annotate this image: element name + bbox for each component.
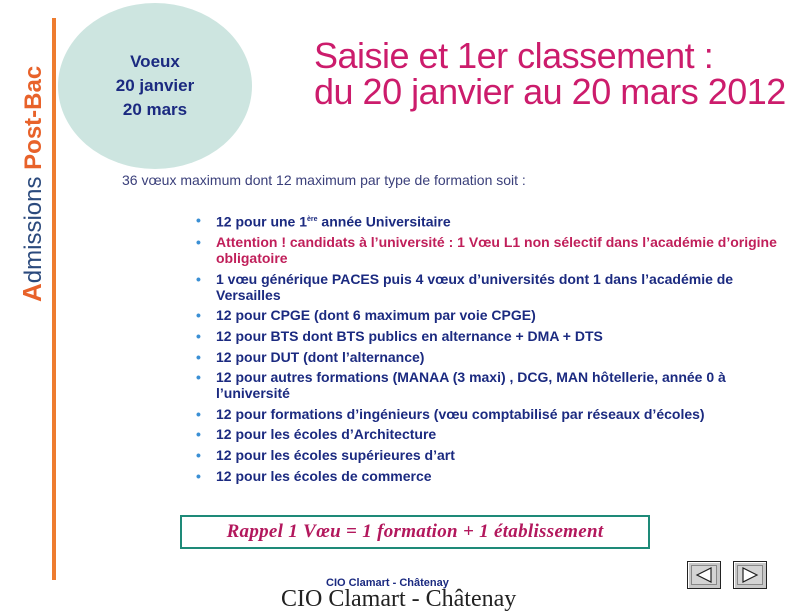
slide-title-line2: du 20 janvier au 20 mars 2012	[314, 71, 786, 112]
footer-large-text: CIO Clamart - Châtenay	[281, 586, 517, 612]
list-item: • 12 pour BTS dont BTS publics en alternance + DMA + DTS	[196, 328, 603, 345]
bullet-icon: •	[196, 328, 201, 345]
bullet-icon: •	[196, 447, 201, 463]
list-item: • 12 pour les écoles de commerce	[196, 467, 432, 484]
dates-oval-text	[58, 50, 252, 122]
oval-line-start-date: 20 janvier	[115, 76, 195, 95]
list-item: • 12 pour formations d’ingénieurs (vœu comptabilisé par réseaux d’écoles)	[196, 405, 705, 422]
list-item: • 12 pour les écoles d’Architecture	[196, 426, 437, 443]
previous-slide-button[interactable]	[687, 561, 721, 589]
bullet-list	[196, 212, 792, 488]
slide-title	[314, 35, 786, 112]
reminder-box: Rappel 1 Vœu = 1 formation + 1 établissement	[180, 515, 650, 549]
sidebar-accent-word: Post-Bac	[20, 65, 47, 170]
triangle-left-icon	[694, 567, 714, 583]
bullet-icon: •	[196, 307, 201, 324]
bullet-icon: •	[196, 348, 201, 365]
triangle-right-icon	[740, 567, 760, 583]
list-item: • 12 pour une 1ère année Universitaire	[196, 212, 451, 230]
next-slide-button[interactable]	[733, 561, 767, 589]
bullet-icon: •	[196, 212, 201, 228]
list-item: • 12 pour CPGE (dont 6 maximum par voie CPGE)	[196, 307, 536, 324]
bullet-icon: •	[196, 234, 201, 251]
bullet-icon: •	[196, 426, 201, 443]
slide-title-line1: Saisie et 1er classement :	[314, 35, 714, 76]
list-item: • 1 vœu générique PACES puis 4 vœux d’universités dont 1 dans l’académie de Versailles	[196, 270, 734, 303]
sidebar-divider	[52, 18, 56, 580]
bullet-icon: •	[196, 369, 201, 386]
oval-line-voeux: Voeux	[130, 52, 180, 71]
bullet-icon: •	[196, 467, 201, 484]
list-item-attention: • Attention ! candidats à l’université : 1 Vœu L1 non sélectif dans l’académie d’origine obligatoire	[196, 234, 777, 267]
sidebar-title	[18, 66, 48, 302]
list-item: • 12 pour les écoles supérieures d’art	[196, 447, 455, 463]
sidebar-first-letter: A	[17, 283, 47, 302]
list-item: • 12 pour autres formations (MANAA (3 maxi) , DCG, MAN hôtellerie, année 0 à l’université	[196, 369, 726, 402]
list-item: • 12 pour DUT (dont l’alternance)	[196, 348, 425, 365]
oval-line-end-date: 20 mars	[122, 100, 188, 119]
bullet-icon: •	[196, 405, 201, 422]
bullet-icon: •	[196, 270, 201, 287]
sidebar-text: dmissions	[20, 169, 47, 284]
footer-small-text: CIO Clamart - Châtenay	[326, 577, 449, 589]
intro-text: 36 vœux maximum dont 12 maximum par type de formation soit :	[122, 172, 526, 188]
